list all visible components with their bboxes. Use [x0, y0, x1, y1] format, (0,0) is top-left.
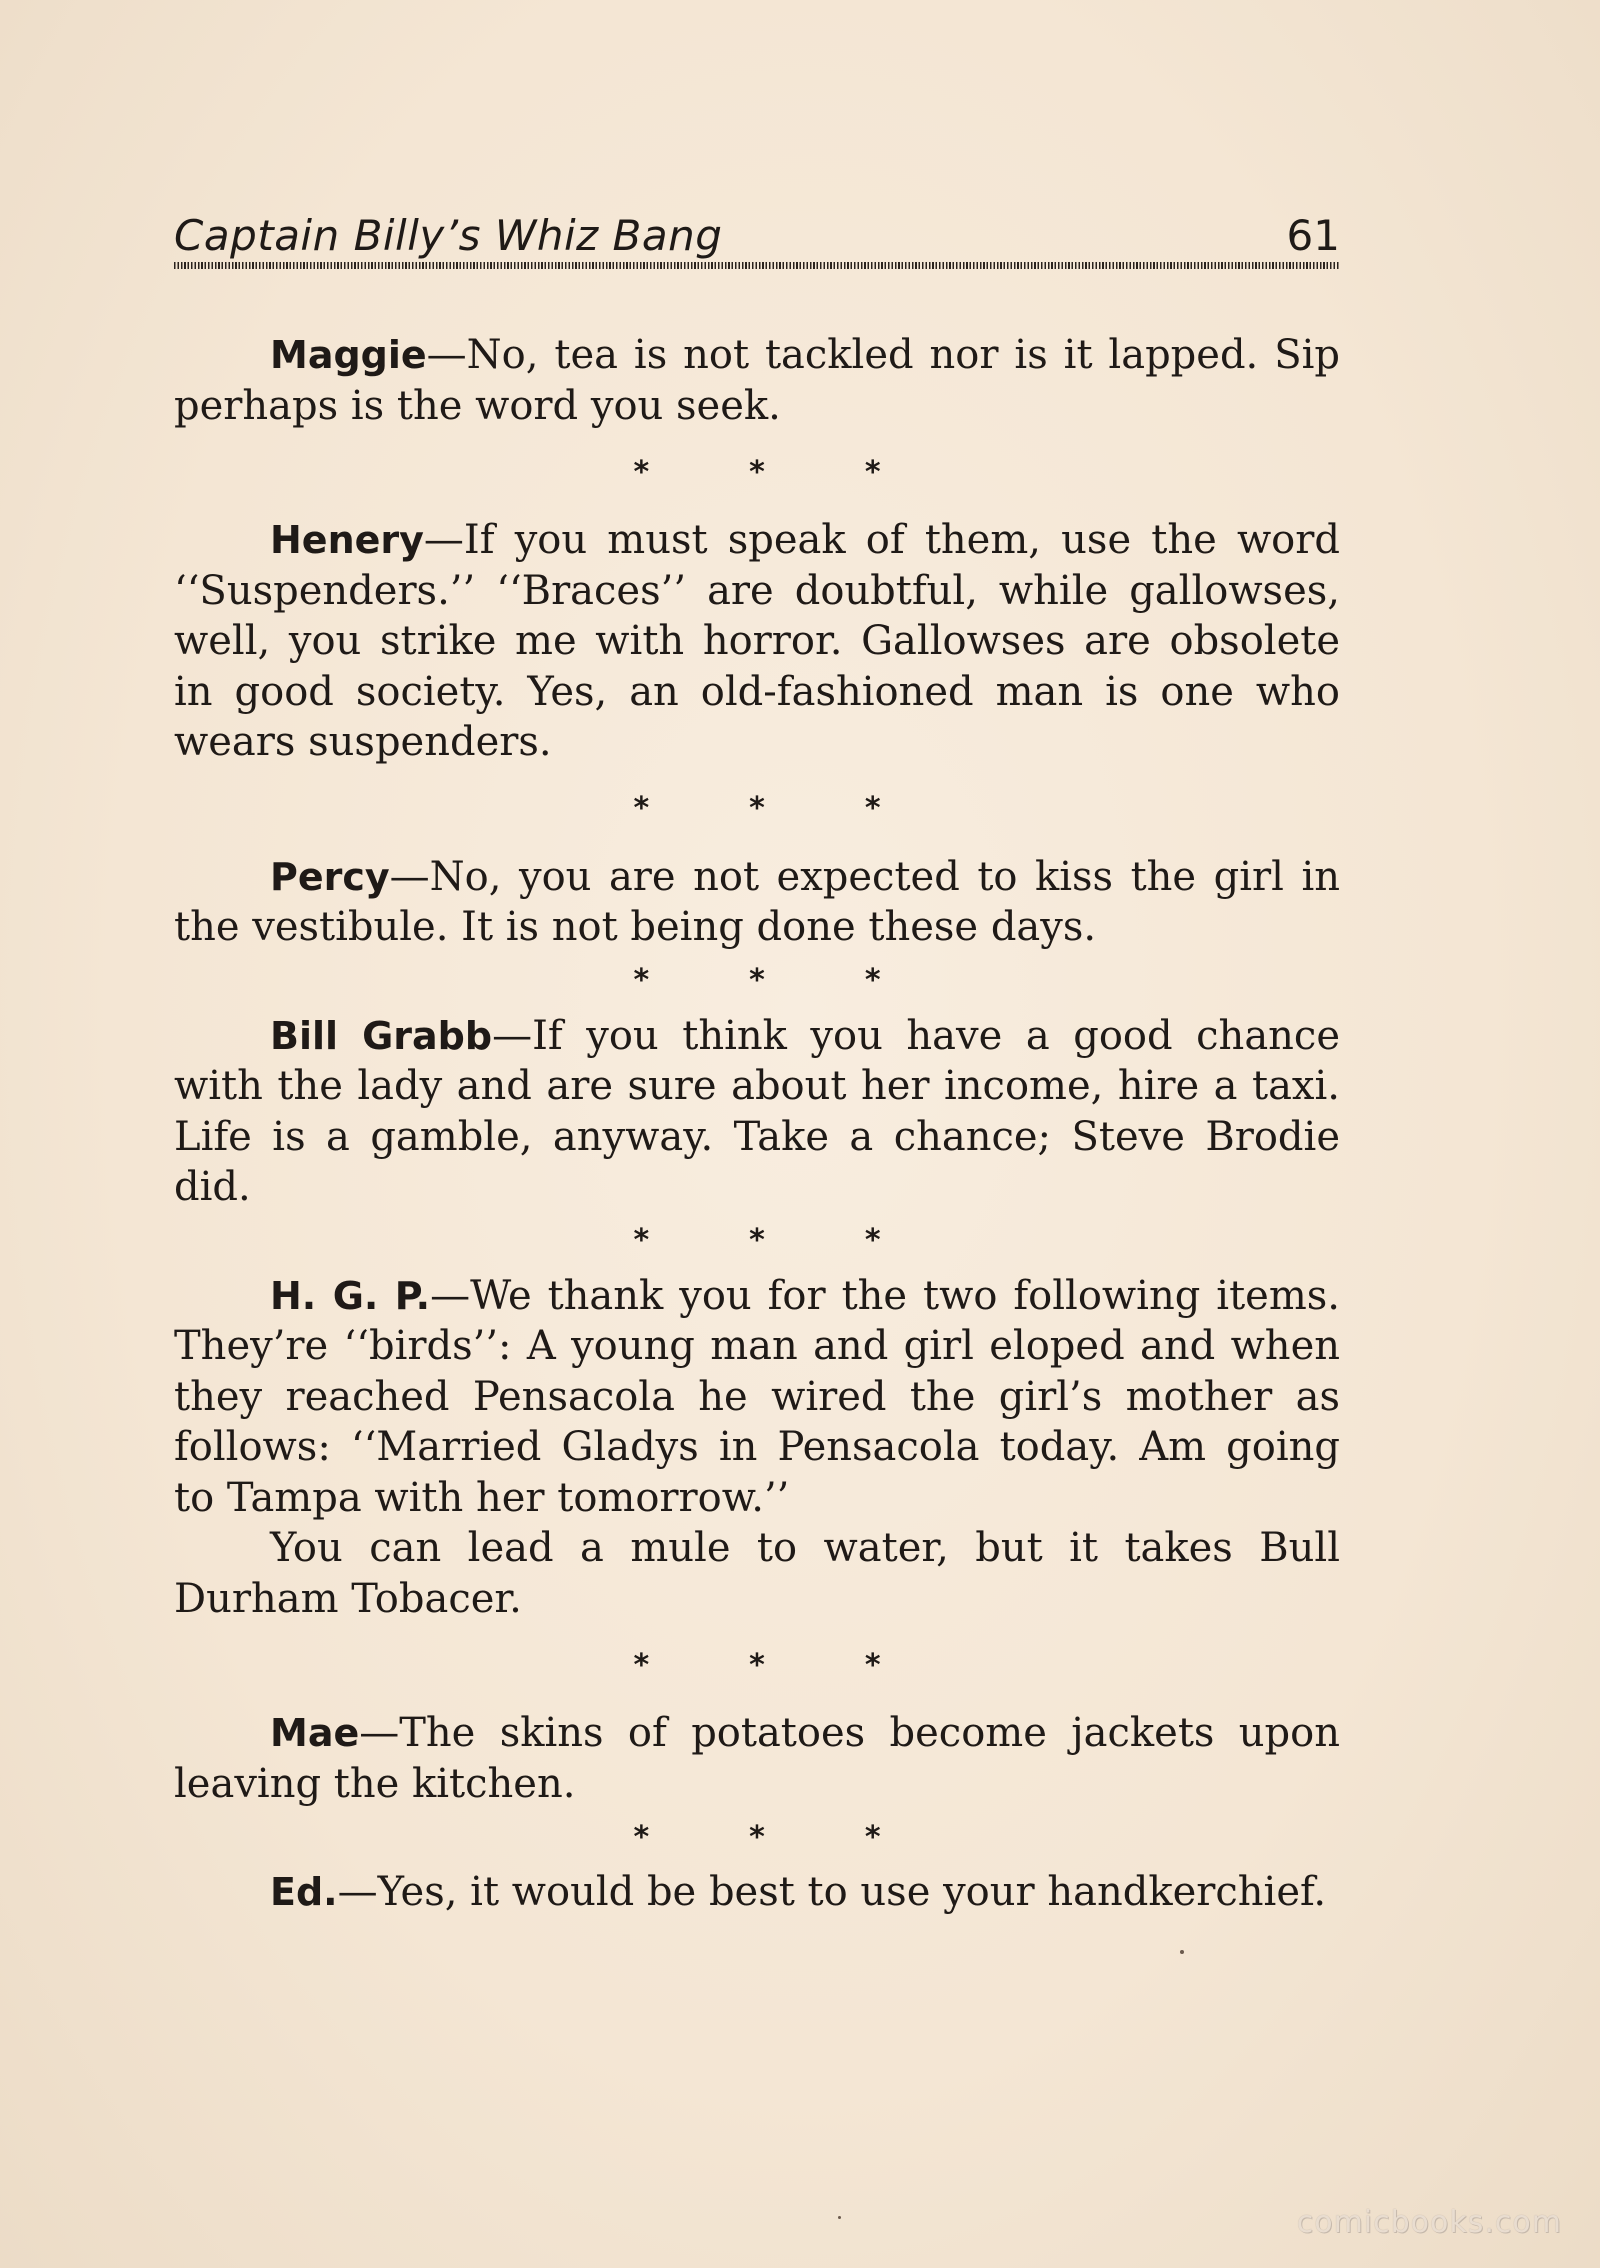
answer-text: —The skins of potatoes become jackets upon leaving the kitchen.	[174, 1710, 1340, 1807]
answer-text: —Yes, it would be best to use your handkerchief.	[337, 1869, 1327, 1915]
recipient-name: Ed.	[270, 1870, 338, 1914]
asterism-separator: * * *	[633, 1223, 881, 1259]
answers-column	[174, 330, 1340, 1918]
answer-entry	[174, 1708, 1340, 1809]
answer-text: —We thank you for the two following items. They’re ‘‘birds’’: A young man and girl eloped and when they reached Pensacola he wired the girl’s mother as follows: ‘‘Married Gladys in Pensacola today. Am going to Tampa with her tomorrow.’’	[174, 1272, 1340, 1521]
recipient-name: H. G. P.	[270, 1273, 431, 1318]
answer-entry	[174, 330, 1340, 431]
answer-text: —If you must speak of them, use the word ‘‘Suspenders.’’ ‘‘Braces’’ are doubtful, while gallowses, well, you strike me with horror. Gallowses are obsolete in good society. Yes, an old-fashioned man is one who wears suspenders.	[174, 517, 1340, 765]
asterism-separator: * * *	[633, 791, 881, 827]
recipient-name: Bill Grabb	[270, 1013, 493, 1058]
running-head	[174, 200, 1340, 260]
asterism-separator: * * *	[633, 963, 881, 999]
answer-entry	[174, 1271, 1340, 1625]
page-number: 61	[1286, 211, 1340, 260]
magazine-title: Captain Billy’s Whiz Bang	[174, 211, 723, 260]
answer-text: —If you think you have a good chance with the lady and are sure about her income, hire a taxi. Life is a gamble, anyway. Take a chance; Steve Brodie did.	[174, 1012, 1341, 1210]
recipient-name: Mae	[270, 1711, 360, 1755]
answer-entry	[174, 1867, 1340, 1918]
paper-speck	[1180, 1950, 1184, 1954]
asterism-separator: * * *	[633, 1819, 881, 1855]
answer-entry	[174, 515, 1340, 768]
asterism-separator: * * *	[633, 454, 881, 490]
paper-speck	[838, 2216, 841, 2219]
recipient-name: Percy	[270, 854, 390, 899]
header-rule	[174, 262, 1340, 269]
watermark: comicbooks.com	[1296, 2205, 1562, 2240]
answer-text: —No, you are not expected to kiss the girl in the vestibule. It is not being done these days.	[174, 853, 1340, 950]
answer-follow-up: You can lead a mule to water, but it takes Bull Durham Tobacer.	[174, 1525, 1340, 1622]
recipient-name: Maggie	[270, 333, 427, 377]
answer-text: —No, tea is not tackled nor is it lapped. Sip perhaps is the word you seek.	[174, 332, 1340, 429]
asterism-separator: * * *	[633, 1647, 881, 1683]
recipient-name: Henery	[270, 518, 424, 562]
answer-entry	[174, 1011, 1340, 1213]
answer-entry	[174, 852, 1340, 953]
